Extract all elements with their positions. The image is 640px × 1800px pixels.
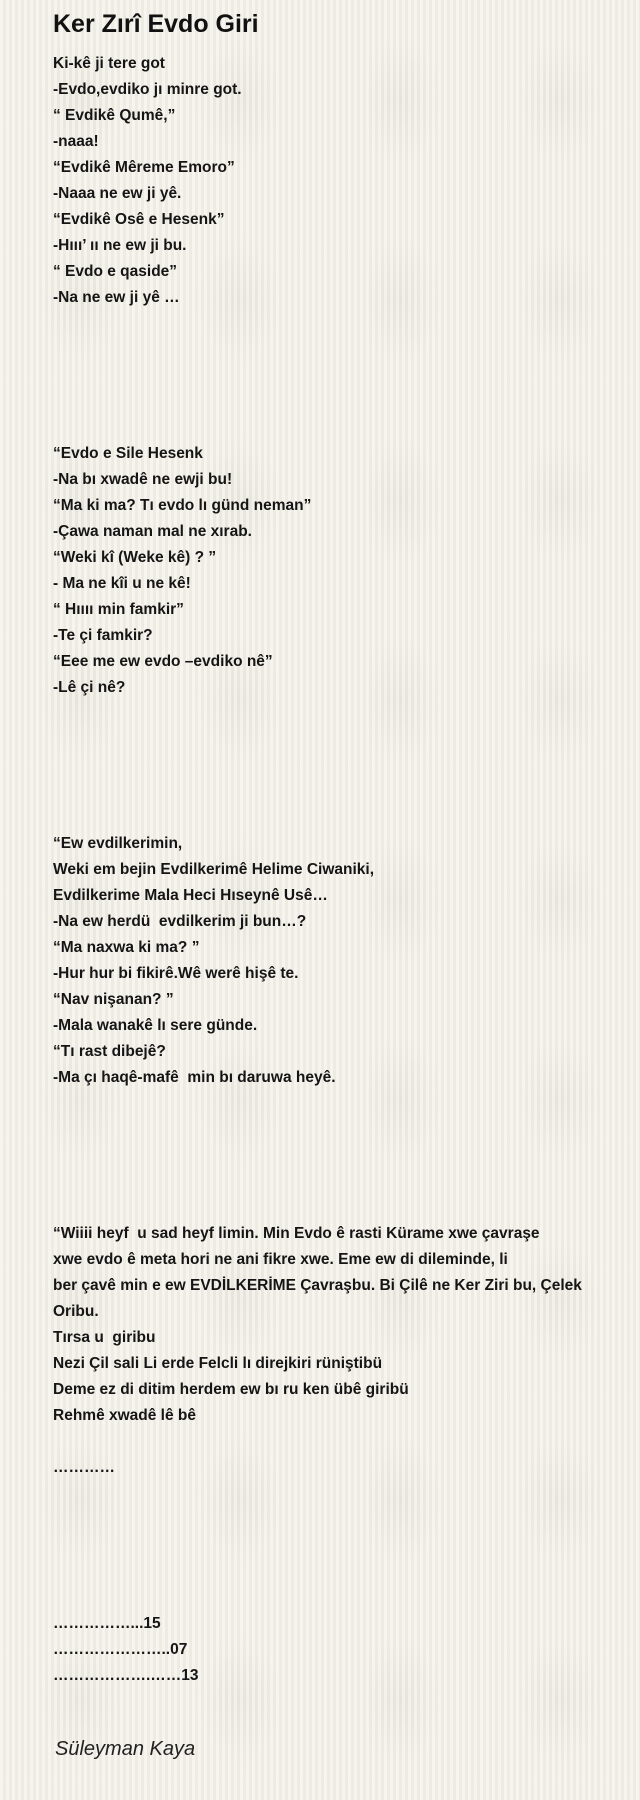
poem-line	[53, 415, 613, 441]
poem-line	[53, 1091, 613, 1117]
poem-line	[53, 1169, 613, 1195]
poem-line: “Weki kî (Weke kê) ? ”	[53, 549, 217, 566]
poem-line	[53, 1195, 613, 1221]
poem-line: “Evdikê Mêreme Emoro”	[53, 159, 235, 176]
poem-line: “ Evdo e qaside”	[53, 263, 178, 280]
poem-line: “Evdikê Osê e Hesenk”	[53, 211, 225, 228]
poem-line: xwe evdo ê meta hori ne ani fikre xwe. Eme ew di dileminde, li	[53, 1251, 508, 1268]
poem-line: -naaa!	[53, 133, 99, 150]
poem-line: -Na ne ew ji yê …	[53, 289, 180, 306]
poem-body	[53, 51, 613, 1689]
poem-line: -Hur hur bi fikirê.Wê werê hişê te.	[53, 965, 299, 982]
poem-line: “Nav nişanan? ”	[53, 991, 174, 1008]
poem-line	[53, 363, 613, 389]
poem-line	[53, 1143, 613, 1169]
poem-line: -Na ew herdü evdilkerim ji bun…?	[53, 913, 307, 930]
poem-title: Ker Zırî Evdo Giri	[53, 10, 259, 38]
poem-line	[53, 1117, 613, 1143]
poem-line: Tırsa u giribu	[53, 1329, 156, 1346]
poem-line	[53, 779, 613, 805]
poem-line: -Na bı xwadê ne ewji bu!	[53, 471, 233, 488]
poem-line: -Evdo,evdiko jı minre got.	[53, 81, 242, 98]
poem-line: -Ma çı haqê-mafê min bı daruwa heyê.	[53, 1069, 336, 1086]
poem-line: …………	[53, 1459, 115, 1476]
poem-line	[53, 1559, 613, 1585]
poem-line: Deme ez di ditim herdem ew bı ru ken übê giribü	[53, 1381, 409, 1398]
poem-line: -Çawa naman mal ne xırab.	[53, 523, 252, 540]
poem-line: Evdilkerime Mala Heci Hıseynê Usê…	[53, 887, 328, 904]
poem-line: “ Evdikê Qumê,”	[53, 107, 176, 124]
author-link[interactable]: Süleyman Kaya	[55, 1738, 196, 1760]
poem-line: “Ew evdilkerimin,	[53, 835, 183, 852]
poem-line: -Te çi famkir?	[53, 627, 153, 644]
poem-line: Rehmê xwadê lê bê	[53, 1407, 197, 1424]
poem-line	[53, 1481, 613, 1507]
poem-line: “Ma ki ma? Tı evdo lı günd neman”	[53, 497, 312, 514]
poem-line	[53, 1585, 613, 1611]
poem-line	[53, 1507, 613, 1533]
poem-line	[53, 805, 613, 831]
poem-line	[53, 337, 613, 363]
poem-line	[53, 701, 613, 727]
poem-line: …………………..07	[53, 1641, 188, 1658]
poem-line: Weki em bejin Evdilkerimê Helime Ciwaniki,	[53, 861, 375, 878]
poem-line: “Ma naxwa ki ma? ”	[53, 939, 200, 956]
poem-line: ber çavê min e ew EVDİLKERİME Çavraşbu. Bi Çilê ne Ker Ziri bu, Çelek	[53, 1277, 582, 1294]
poem-line: ……………...15	[53, 1615, 161, 1632]
poem-line: “Evdo e Sile Hesenk	[53, 445, 203, 462]
poem-line: -Naaa ne ew ji yê.	[53, 185, 182, 202]
poem-line: “ Hıııı min famkir”	[53, 601, 184, 618]
poem-line: -Mala wanakê lı sere günde.	[53, 1017, 258, 1034]
poem-line: -Hııı’ ıı ne ew ji bu.	[53, 237, 187, 254]
poem-line: Nezi Çil sali Li erde Felcli lı direjkiri rüniştibü	[53, 1355, 383, 1372]
poem-line	[53, 311, 613, 337]
poem-line: “Eee me ew evdo –evdiko nê”	[53, 653, 273, 670]
poem-line	[53, 389, 613, 415]
poem-line: - Ma ne kîi u ne kê!	[53, 575, 191, 592]
poem-line	[53, 727, 613, 753]
poem-line: -Lê çi nê?	[53, 679, 126, 696]
poem-line: Oribu.	[53, 1303, 99, 1320]
poem-line: Ki-kê ji tere got	[53, 55, 165, 72]
poem-line: “Wiiii heyf u sad heyf limin. Min Evdo ê rasti Kürame xwe çavraşe	[53, 1225, 540, 1242]
poem-line: ……………….……13	[53, 1667, 199, 1684]
poem-line	[53, 1429, 613, 1455]
poem-line	[53, 753, 613, 779]
poem-line: “Tı rast dibejê?	[53, 1043, 166, 1060]
poem-line	[53, 1533, 613, 1559]
